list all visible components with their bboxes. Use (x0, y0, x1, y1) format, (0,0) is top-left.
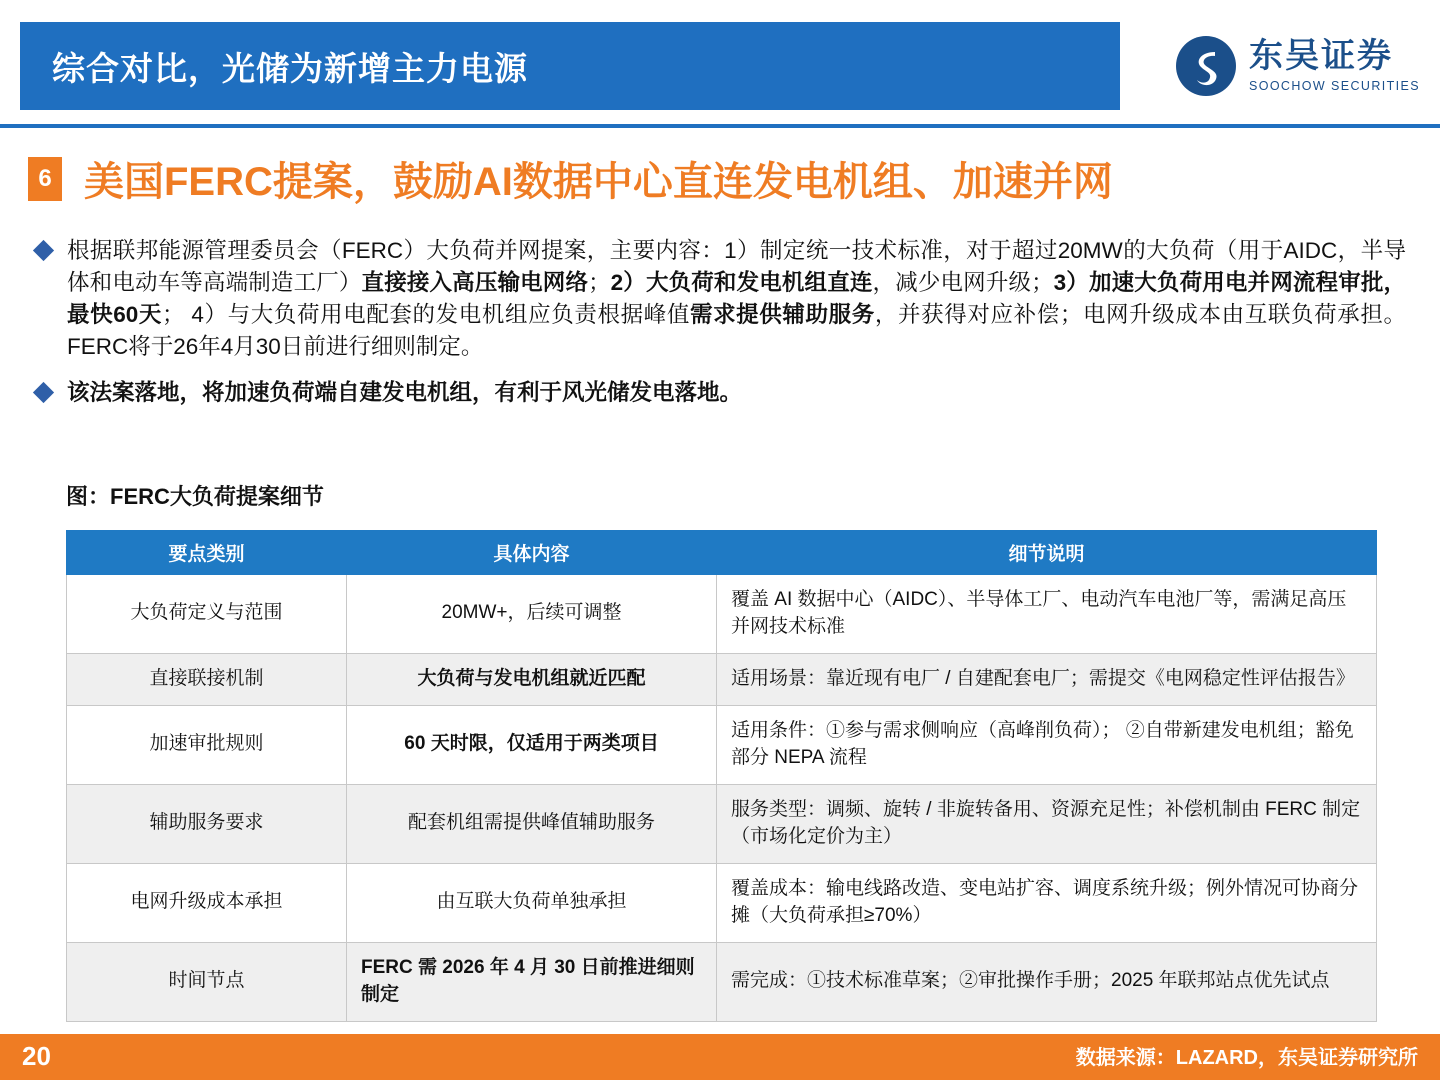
cell-category: 电网升级成本承担 (67, 863, 347, 942)
ferc-proposal-table (66, 530, 1376, 1022)
logo-text (1249, 39, 1420, 93)
cell-detail: 适用场景：靠近现有电厂 / 自建配套电厂；需提交《电网稳定性评估报告》 (717, 653, 1377, 705)
column-header-category: 要点类别 (67, 531, 347, 575)
bullet-list (36, 235, 1406, 423)
slide-header (20, 22, 1420, 110)
cell-content: 60 天时限，仅适用于两类项目 (347, 705, 717, 784)
cell-content: FERC 需 2026 年 4 月 30 日前推进细则制定 (347, 942, 717, 1021)
column-header-detail: 细节说明 (717, 531, 1377, 575)
cell-detail: 覆盖成本：输电线路改造、变电站扩容、调度系统升级；例外情况可协商分摊（大负荷承担≥70%） (717, 863, 1377, 942)
section-heading (28, 150, 1113, 207)
cell-content: 20MW+，后续可调整 (347, 575, 717, 654)
section-title: 美国FERC提案，鼓励AI数据中心直连发电机组、加速并网 (84, 160, 1113, 204)
page-title: 综合对比，光储为新增主力电源 (52, 49, 528, 87)
table-row (67, 705, 1377, 784)
header-divider (0, 124, 1440, 128)
company-logo (1124, 28, 1420, 104)
soochow-logo-icon (1175, 35, 1237, 97)
source-note: 数据来源：LAZARD，东吴证券研究所 (1075, 1047, 1418, 1069)
list-item (36, 377, 1406, 409)
table-row (67, 942, 1377, 1021)
logo-text-cn: 东吴证券 (1248, 37, 1393, 75)
list-item (36, 235, 1406, 363)
diamond-bullet-icon (33, 240, 54, 261)
figure-caption: 图：FERC大负荷提案细节 (66, 484, 324, 509)
cell-category: 加速审批规则 (67, 705, 347, 784)
header-title-bar (20, 22, 1120, 110)
cell-detail: 服务类型：调频、旋转 / 非旋转备用、资源充足性；补偿机制由 FERC 制定（市场化定价为主） (717, 784, 1377, 863)
cell-category: 大负荷定义与范围 (67, 575, 347, 654)
cell-detail: 需完成：①技术标准草案；②审批操作手册；2025 年联邦站点优先试点 (717, 942, 1377, 1021)
bullet-text: 根据联邦能源管理委员会（FERC）大负荷并网提案，主要内容：1）制定统一技术标准，对于超过20MW的大负荷（用于AIDC，半导体和电动车等高端制造工厂）直接接入高压输电网络；2）大负荷和发电机组直连，减少电网升级；3）加速大负荷用电并网流程审批，最快60天； 4）与大负荷用电配套的发电机组应负责根据峰值需求提供辅助服务，并获得对应补偿；电网升级成本由互联负荷承担。FERC将于26年4月30日前进行细则制定。 (67, 238, 1406, 359)
table-row (67, 863, 1377, 942)
cell-category: 直接联接机制 (67, 653, 347, 705)
diamond-bullet-icon (33, 382, 54, 403)
cell-content: 配套机组需提供峰值辅助服务 (347, 784, 717, 863)
cell-detail: 覆盖 AI 数据中心（AIDC）、半导体工厂、电动汽车电池厂等，需满足高压并网技术标准 (717, 575, 1377, 654)
page-number: 20 (22, 1041, 51, 1071)
cell-detail: 适用条件：①参与需求侧响应（高峰削负荷）； ②自带新建发电机组；豁免部分 NEPA 流程 (717, 705, 1377, 784)
section-number-badge: 6 (28, 157, 62, 201)
cell-category: 辅助服务要求 (67, 784, 347, 863)
cell-category: 时间节点 (67, 942, 347, 1021)
table-row (67, 784, 1377, 863)
table-header-row (67, 531, 1377, 575)
logo-text-en: SOOCHOW SECURITIES (1248, 79, 1420, 93)
cell-content: 大负荷与发电机组就近匹配 (347, 653, 717, 705)
table-row (67, 653, 1377, 705)
table-body (67, 575, 1377, 1022)
cell-content: 由互联大负荷单独承担 (347, 863, 717, 942)
bullet-text: 该法案落地，将加速负荷端自建发电机组，有利于风光储发电落地。 (67, 379, 743, 405)
column-header-content: 具体内容 (347, 531, 717, 575)
table-row (67, 575, 1377, 654)
